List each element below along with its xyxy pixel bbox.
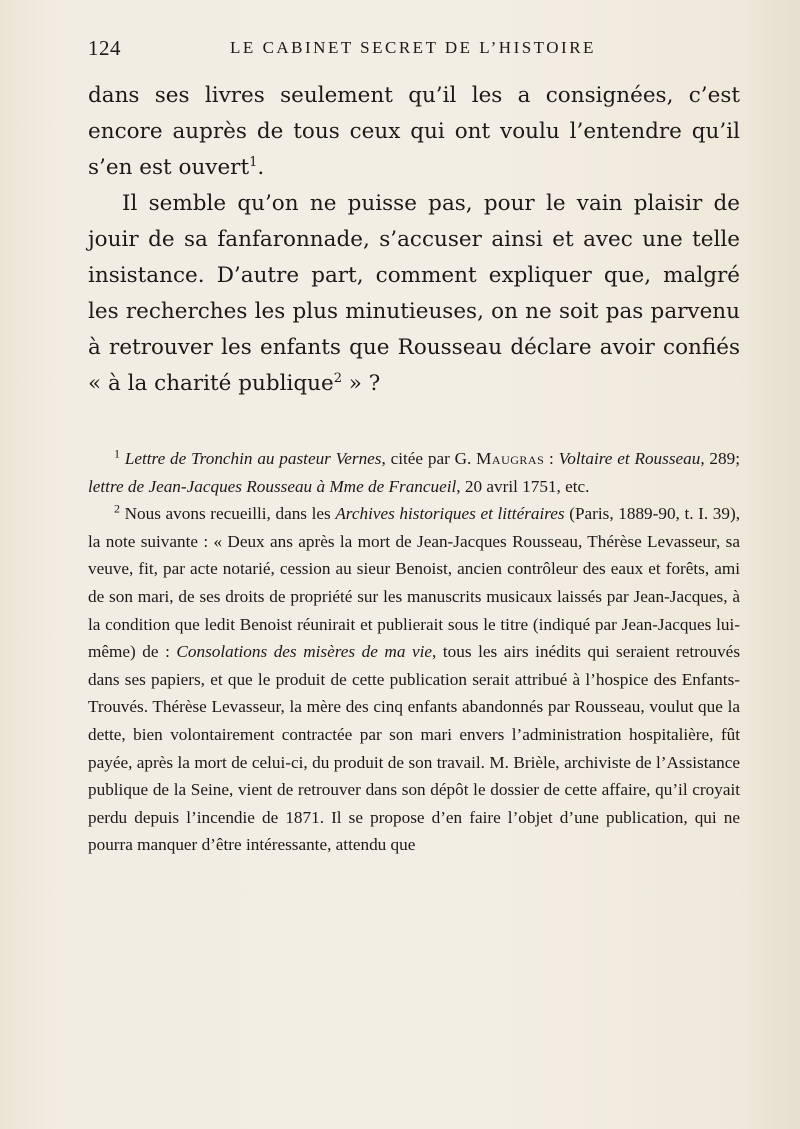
footnote-1-title-2: Voltaire et Rousseau	[558, 449, 701, 468]
footnote-2-title-2: Consolations des misères de ma vie	[176, 642, 433, 662]
page-number: 124	[88, 36, 121, 60]
footnote-1-text-3: , 289;	[700, 449, 740, 468]
paragraph-1-end: .	[257, 155, 265, 180]
footnote-2-title-1: Archives historiques et littéraires	[335, 504, 565, 524]
footnote-1-title-3: lettre de Jean-Jacques Rousseau à Mme de Francueil	[88, 476, 457, 496]
footnote-2-text-2: (Paris, 1889-90, t. I. 39), la note suivante : « Deux ans après la mort de Jean-Jacques Rousseau, Thérèse Levasseur, sa veuve, fit, par acte notarié, cession au sieur Benoist, ancien contrôleur des eaux et forêts, ami de son mari, de ses droits de propriété sur les manuscrits musicaux laissés par Jean-Jacques, à la condition que ledit Benoist réunirait et publierait sous le titre (indiqué par Jean-Jacques lui-même) de :	[88, 504, 741, 662]
paragraph-1-text: dans ses livres seulement qu’il les a consignées, c’est encore auprès de tous ceux qui ont voulu l’entendre qu’il s’en est ouvert	[88, 83, 740, 180]
footnote-1-text-4: , 20 avril 1751, etc.	[456, 476, 590, 496]
paragraph-2-text: Il semble qu’on ne puisse pas, pour le vain plaisir de jouir de sa fanfaronnade, s’accuser ainsi et avec une telle insistance. D’autre part, comment expliquer que, malgré les recherches les plus minutieuses, on ne soit pas parvenu à retrouver les enfants que Rousseau déclare avoir confiés « à la charité publique	[88, 191, 740, 396]
footnote-ref-2: 2	[333, 370, 342, 386]
footnote-ref-1: 1	[249, 154, 258, 170]
footnote-1	[88, 445, 740, 500]
footnote-1-text-2: :	[544, 449, 559, 468]
paragraph-2	[88, 186, 740, 402]
main-text	[88, 78, 740, 402]
page-header	[88, 36, 738, 66]
footnote-2-text-3: , tous les airs inédits qui seraient retrouvés dans ses papiers, et que le produit de cette publication serait attribué à l’hospice des Enfants-Trouvés. Thérèse Levasseur, la mère des cinq enfants abandonnés par Rousseau, voulut que la dette, bien volontairement contractée par son mari envers l’administration hospitalière, fût payée, après la mort de celui-ci, du produit de son travail. M. Brièle, archiviste de l’Assistance publique de la Seine, vient de retrouver dans son dépôt le dossier de cette affaire, qu’il croyait perdu depuis l’incendie de 1871. Il se propose d’en faire l’objet d’une publication, qui ne pourra manquer d’être intéressante, attendu que	[88, 642, 741, 855]
running-head: LE CABINET SECRET DE L’HISTOIRE	[230, 38, 596, 57]
footnotes	[88, 445, 740, 859]
footnote-1-mark: 1	[114, 446, 120, 461]
footnote-1-title-1: Lettre de Tronchin au pasteur Vernes	[124, 449, 382, 468]
footnote-1-text-1: , citée par G.	[381, 449, 477, 468]
paragraph-1	[88, 78, 740, 186]
footnote-2-text-1: Nous avons recueilli, dans les	[124, 504, 336, 524]
footnote-2-mark: 2	[114, 501, 120, 516]
footnote-1-author: Maugras	[476, 449, 545, 468]
paragraph-2-end: » ?	[341, 371, 381, 396]
footnote-2	[88, 500, 740, 859]
